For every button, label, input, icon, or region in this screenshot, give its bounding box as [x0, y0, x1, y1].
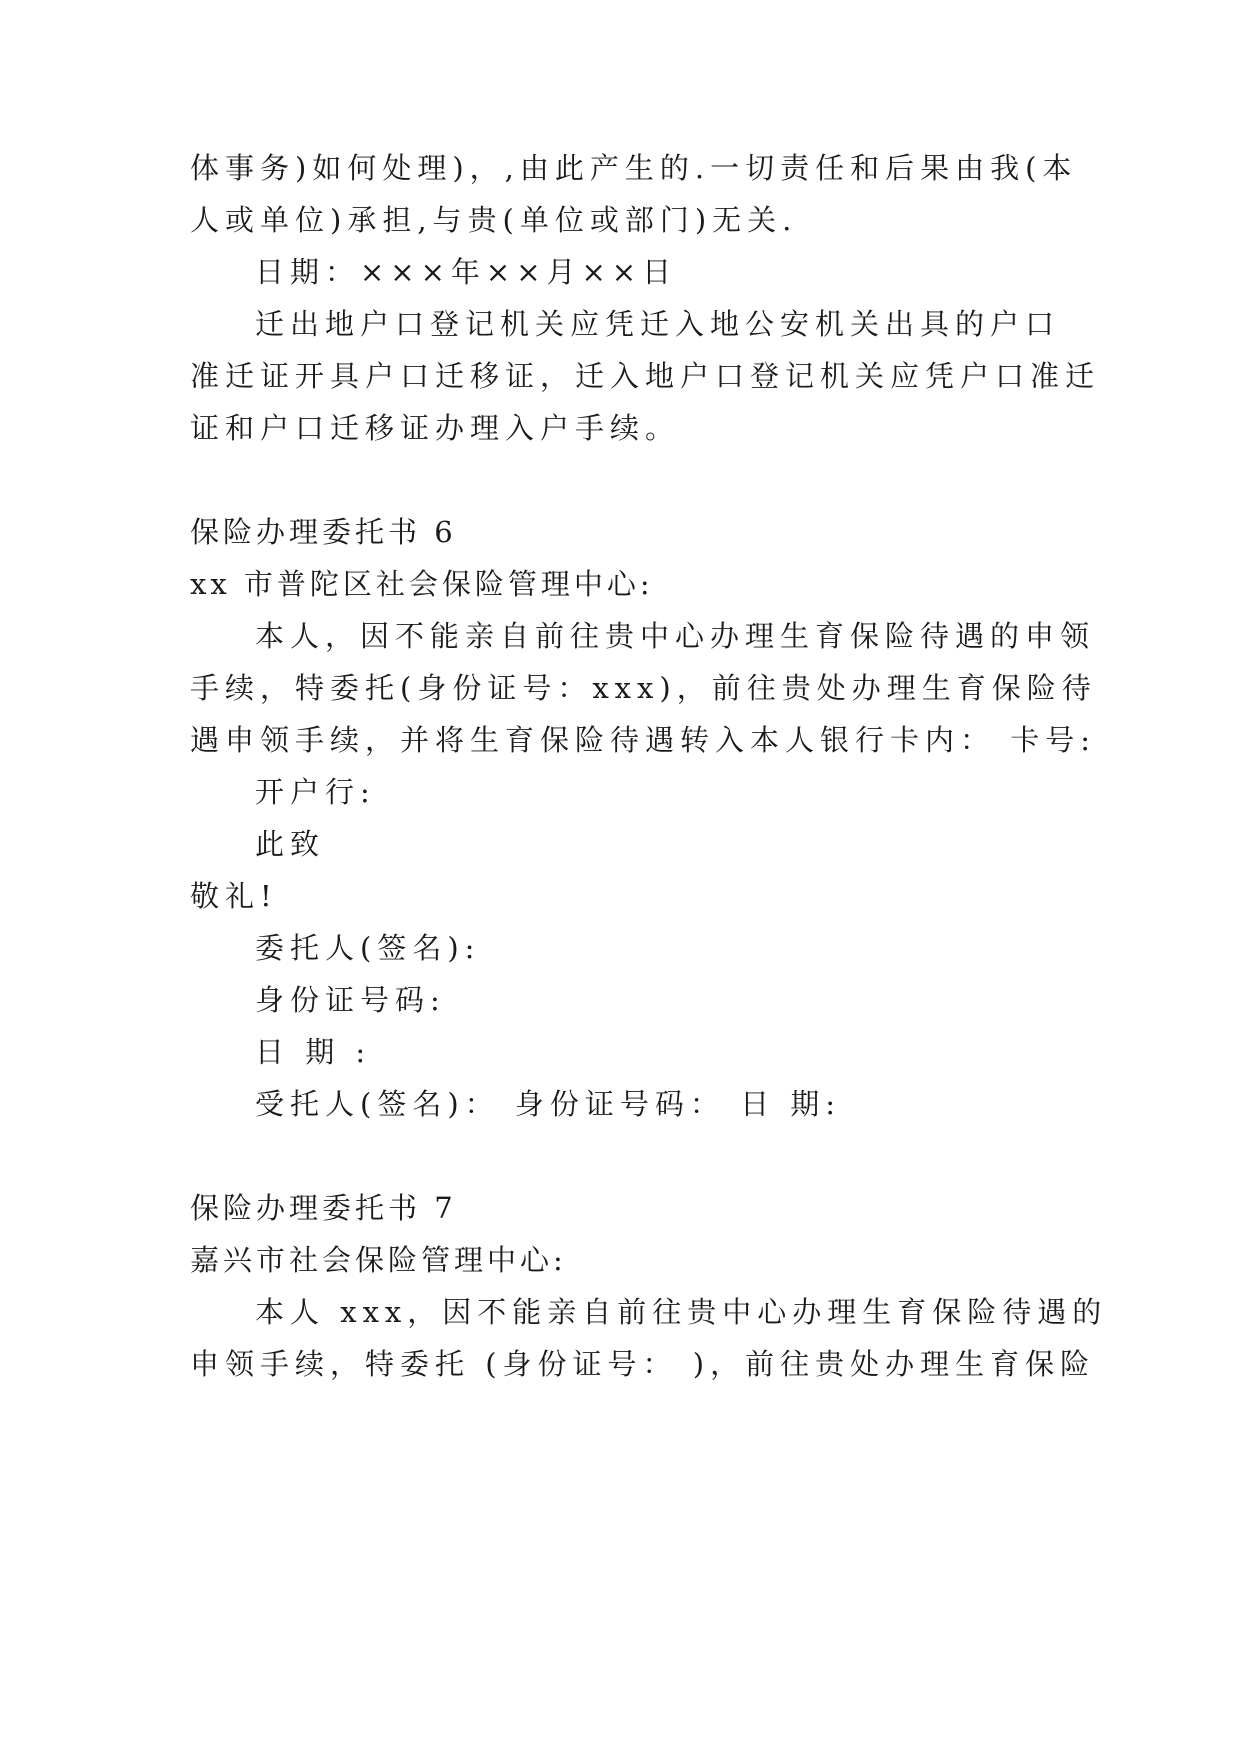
signer-line: 委托人(签名):: [255, 931, 481, 965]
id-line: 身份证号码:: [255, 983, 446, 1017]
section-title: 保险办理委托书 7: [190, 1191, 457, 1225]
paragraph-line: 本人，因不能亲自前往贵中心办理生育保险待遇的申领: [255, 619, 1096, 653]
section-title: 保险办理委托书 6: [190, 515, 457, 549]
closing-line: 敬礼!: [190, 879, 278, 913]
date-line: 日期：×××年××月××日: [255, 255, 678, 289]
paragraph-line: 迁出地户口登记机关应凭迁入地公安机关出具的户口: [255, 307, 1061, 341]
date-line: 日 期 :: [255, 1035, 372, 1069]
trustee-line: 受托人(签名)： 身份证号码： 日 期:: [255, 1087, 842, 1121]
recipient-line: xx 市普陀区社会保险管理中心:: [190, 567, 654, 601]
recipient-line: 嘉兴市社会保险管理中心:: [190, 1243, 567, 1277]
closing-line: 此致: [255, 827, 326, 861]
paragraph-line: 本人 xxx，因不能亲自前往贵中心办理生育保险待遇的: [255, 1295, 1108, 1329]
paragraph-line: 准迁证开具户口迁移证，迁入地户口登记机关应凭户口准迁: [190, 359, 1101, 393]
paragraph-line: 遇申领手续，并将生育保险待遇转入本人银行卡内： 卡号:: [190, 723, 1096, 757]
paragraph-line: 体事务)如何处理)，,由此产生的.一切责任和后果由我(本: [190, 151, 1078, 185]
paragraph-line: 人或单位)承担,与贵(单位或部门)无关.: [190, 203, 798, 237]
paragraph-line: 申领手续，特委托 (身份证号： )，前往贵处办理生育保险: [190, 1347, 1096, 1381]
bank-line: 开户行:: [255, 775, 376, 809]
paragraph-line: 手续，特委托(身份证号：xxx)，前往贵处办理生育保险待: [190, 671, 1097, 705]
paragraph-line: 证和户口迁移证办理入户手续。: [190, 411, 681, 445]
